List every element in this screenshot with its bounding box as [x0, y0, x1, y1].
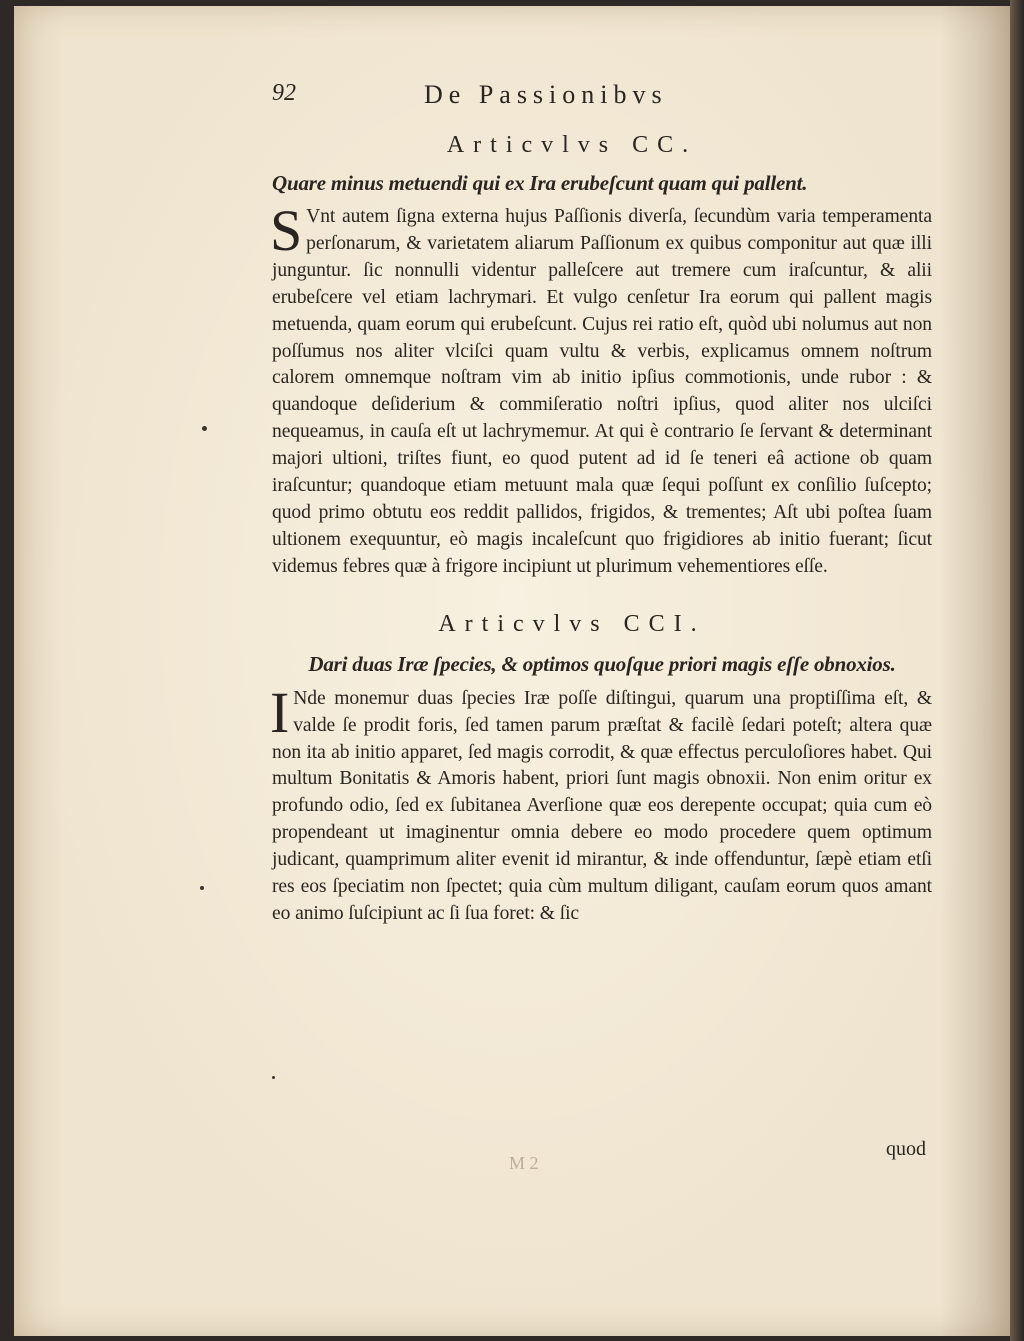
article-heading: Articvlvs CC. [446, 132, 698, 158]
article-subtitle: Dari duas Iræ ſpecies, & optimos quoſque priori magis eſſe obnoxios. [308, 651, 896, 676]
catchword: quod [886, 1138, 926, 1160]
ink-speck [202, 426, 207, 431]
signature-mark: M 2 [509, 1153, 539, 1173]
ink-speck [200, 886, 204, 890]
article-heading: Articvlvs CCI. [438, 610, 706, 637]
page-edge-shadow [1010, 0, 1024, 1341]
ink-speck [272, 1076, 275, 1079]
article-body-text: Vnt autem ſigna externa hujus Paſſionis diverſa, ſecundùm varia temperamenta perſonarum, & varietatem aliarum Paſſionum ex quibus componitur aut quæ illi junguntur. ſic nonnulli videntur palleſcere aut tremere cum iraſcuntur, & alii erubeſcere vel etiam lachrymari. Et vulgo cenſetur Ira eorum qui pallent magis metuenda, quam eorum qui erubeſcunt. Cujus rei ratio eſt, quòd ubi nolumus aut non poſſumus nos aliter vlciſci quam vultu & verbis, explicamus omnem noſtrum calorem omnemque noſtram vim ab initio ipſius commotionis, unde rubor : & quandoque deſiderium & commiſeratio noſtri ipſius, quod aliter nos ulciſci nequeamus, in cauſa eſt ut lachrymemur. At qui è contrario ſe ſervant & determinant majori ultioni, triſtes fiunt, eo quod putent ad id ſe teneri eâ actione ob quam iraſcuntur; quandoque etiam metuunt mala quæ ſequi poſſunt ex conſilio ſuſcepto; quod primo obtutu eos reddit pallidos, frigidos, & trementes; Aſt ubi poſtea ſuam ultionem exequuntur, eò magis incaleſcunt quo frigidiores ab initio fuerant; ſicut videmus febres quæ à frigore incipiunt ut plurimum vehementiores eſſe. [272, 206, 932, 577]
drop-cap: S [270, 198, 303, 263]
running-title: De Passionibvs [424, 80, 668, 109]
article-body-text: Nde monemur duas ſpecies Iræ poſſe diſtingui, quarum una proptiſſima eſt, & valde ſe prodit foris, ſed tamen parum præſtat & facilè ſedari poteſt; altera quæ non ita ab initio apparet, ſed magis corrodit, & quæ effectus perculoſiores habet. Qui multum Bonitatis & Amoris habent, priori ſunt magis obnoxii. Non enim oritur ex profundo odio, ſed ex ſubitanea Averſione quæ eos derepente occupat; quia cum eò propendeant ut imaginentur omnia debere eo modo procedere quem optimum judicant, quamprimum aliter evenit id mirantur, & inde offenduntur, ſæpè etiam etſi res eos ſpeciatim non ſpectet; quia cùm multum diligant, cauſam eorum quos amant eo animo ſuſcipiunt ac ſi ſua foret: & ſic [272, 687, 932, 924]
running-head [272, 80, 932, 120]
article-body [270, 679, 932, 928]
article-subtitle: Quare minus metuendi qui ex Ira erubeſcunt quam qui pallent. [272, 171, 808, 195]
drop-cap: I [270, 679, 290, 745]
article-body [270, 198, 932, 581]
text-column [272, 80, 932, 928]
page-number: 92 [272, 80, 296, 106]
